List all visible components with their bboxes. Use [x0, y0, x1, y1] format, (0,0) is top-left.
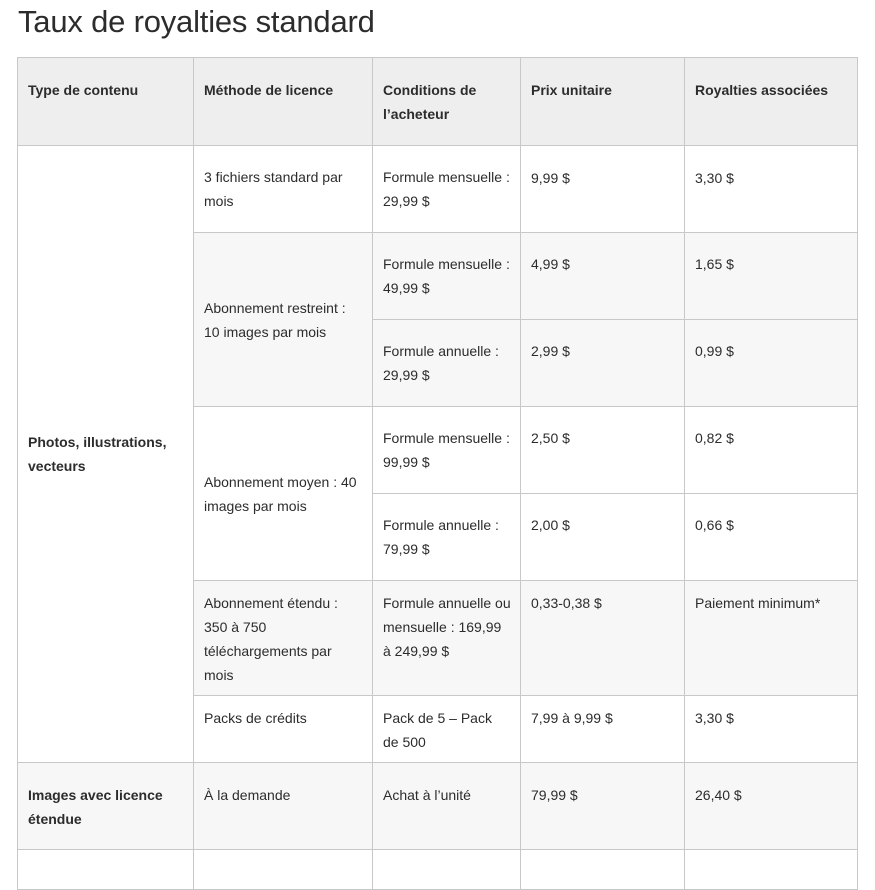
- cell-unit-price: 7,99 à 9,99 $: [521, 696, 685, 763]
- cell-license-method: [194, 850, 373, 890]
- cell-unit-price: 0,33-0,38 $: [521, 581, 685, 696]
- page-title: Taux de royalties standard: [18, 4, 375, 39]
- cell-license-method: Abonnement moyen : 40 images par mois: [194, 407, 373, 581]
- cell-content-type: Photos, illustrations, vecteurs: [18, 146, 194, 763]
- header-unit-price: Prix unitaire: [521, 58, 685, 146]
- cell-buyer-conditions: Formule annuelle : 29,99 $: [373, 320, 521, 407]
- header-buyer-conditions: Conditions de l’acheteur: [373, 58, 521, 146]
- cell-unit-price: 2,99 $: [521, 320, 685, 407]
- cell-license-method: Packs de crédits: [194, 696, 373, 763]
- cell-unit-price: 2,00 $: [521, 494, 685, 581]
- table-header-row: [18, 58, 858, 146]
- cell-royalty: Paiement minimum*: [685, 581, 858, 696]
- cell-content-type: [18, 850, 194, 890]
- header-license-method: Méthode de licence: [194, 58, 373, 146]
- cell-license-method: 3 fichiers standard par mois: [194, 146, 373, 233]
- cell-royalty: 3,30 $: [685, 696, 858, 763]
- cell-royalty: 0,66 $: [685, 494, 858, 581]
- cell-royalty: 1,65 $: [685, 233, 858, 320]
- cell-unit-price: 2,50 $: [521, 407, 685, 494]
- header-content-type: Type de contenu: [18, 58, 194, 146]
- cell-license-method: Abonnement restreint : 10 images par mois: [194, 233, 373, 407]
- cell-buyer-conditions: Formule mensuelle : 29,99 $: [373, 146, 521, 233]
- cell-buyer-conditions: Formule mensuelle : 99,99 $: [373, 407, 521, 494]
- cell-royalty: 26,40 $: [685, 763, 858, 850]
- royalties-table: [17, 57, 858, 890]
- cell-buyer-conditions: [373, 850, 521, 890]
- cell-royalty: [685, 850, 858, 890]
- table-row: [18, 763, 858, 850]
- cell-unit-price: 79,99 $: [521, 763, 685, 850]
- header-royalties: Royalties associées: [685, 58, 858, 146]
- cell-buyer-conditions: Formule annuelle ou mensuelle : 169,99 à 249,99 $: [373, 581, 521, 696]
- table-row: [18, 850, 858, 890]
- cell-content-type: Images avec licence étendue: [18, 763, 194, 850]
- cell-unit-price: 9,99 $: [521, 146, 685, 233]
- cell-buyer-conditions: Formule annuelle : 79,99 $: [373, 494, 521, 581]
- cell-unit-price: 4,99 $: [521, 233, 685, 320]
- cell-buyer-conditions: Achat à l’unité: [373, 763, 521, 850]
- cell-royalty: 0,82 $: [685, 407, 858, 494]
- cell-license-method: Abonnement étendu : 350 à 750 téléchargements par mois: [194, 581, 373, 696]
- cell-license-method: À la demande: [194, 763, 373, 850]
- cell-buyer-conditions: Formule mensuelle : 49,99 $: [373, 233, 521, 320]
- cell-royalty: 3,30 $: [685, 146, 858, 233]
- table-row: [18, 146, 858, 233]
- cell-buyer-conditions: Pack de 5 – Pack de 500: [373, 696, 521, 763]
- cell-unit-price: [521, 850, 685, 890]
- cell-royalty: 0,99 $: [685, 320, 858, 407]
